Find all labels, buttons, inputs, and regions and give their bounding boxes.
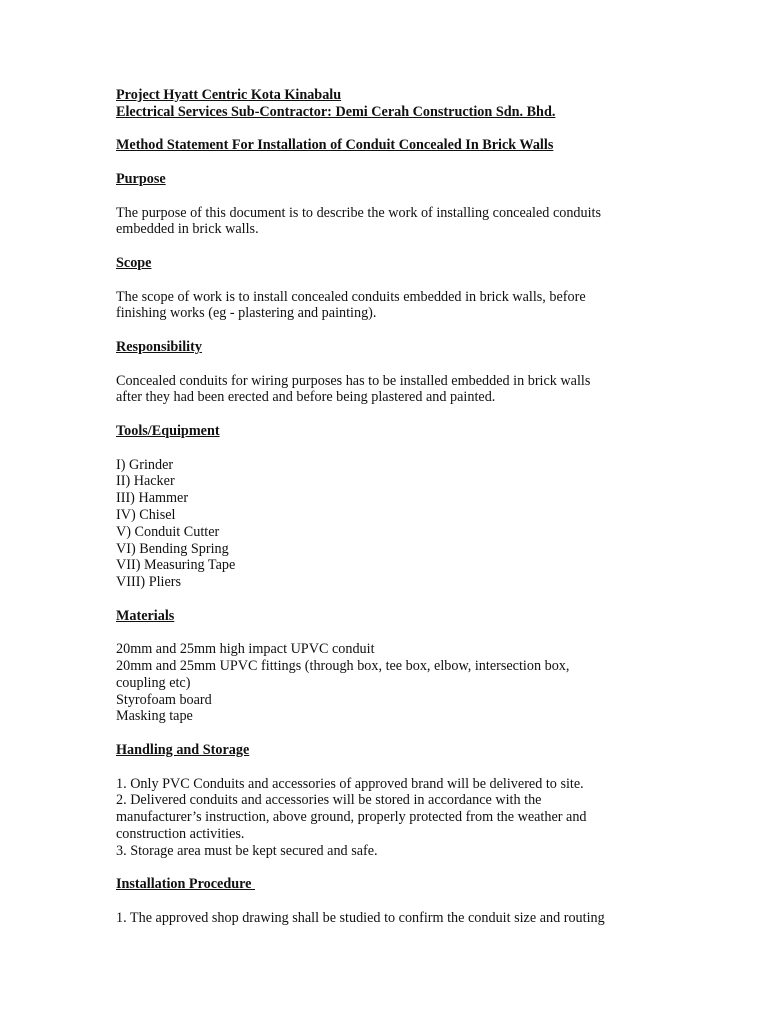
tool-item: V) Conduit Cutter xyxy=(116,523,220,540)
document-title: Method Statement For Installation of Conduit Concealed In Brick Walls xyxy=(116,137,554,154)
handling-line: manufacturer’s instruction, above ground, properly protected from the weather and xyxy=(116,809,587,826)
document-page xyxy=(116,87,676,927)
handling-line: 2. Delivered conduits and accessories will be stored in accordance with the xyxy=(116,792,542,809)
handling-line: 3. Storage area must be kept secured and safe. xyxy=(116,842,378,859)
materials-line: Masking tape xyxy=(116,708,193,725)
scope-heading: Scope xyxy=(116,254,152,271)
materials-line: 20mm and 25mm high impact UPVC conduit xyxy=(116,641,375,658)
subcontractor-line: Electrical Services Sub-Contractor: Demi Cerah Construction Sdn. Bhd. xyxy=(116,103,556,120)
handling-line: construction activities. xyxy=(116,826,245,843)
scope-text-line: finishing works (eg - plastering and painting). xyxy=(116,305,377,322)
purpose-heading: Purpose xyxy=(116,170,166,187)
tool-item: III) Hammer xyxy=(116,490,189,507)
purpose-text-line: embedded in brick walls. xyxy=(116,221,259,238)
tools-heading: Tools/Equipment xyxy=(116,422,220,439)
tool-item: II) Hacker xyxy=(116,473,175,490)
installation-heading: Installation Procedure xyxy=(116,876,255,893)
materials-heading: Materials xyxy=(116,607,175,624)
tool-item: IV) Chisel xyxy=(116,506,176,523)
tool-item: VIII) Pliers xyxy=(116,574,182,591)
purpose-text-line: The purpose of this document is to describe the work of installing concealed conduits xyxy=(116,204,602,221)
tool-item: VI) Bending Spring xyxy=(116,540,229,557)
tool-item: VII) Measuring Tape xyxy=(116,557,236,574)
materials-line: Styrofoam board xyxy=(116,691,212,708)
tool-item: I) Grinder xyxy=(116,456,174,473)
handling-heading: Handling and Storage xyxy=(116,742,250,759)
handling-line: 1. Only PVC Conduits and accessories of approved brand will be delivered to site. xyxy=(116,775,584,792)
materials-line: 20mm and 25mm UPVC fittings (through box, tee box, elbow, intersection box, xyxy=(116,658,570,675)
scope-text-line: The scope of work is to install concealed conduits embedded in brick walls, before xyxy=(116,288,586,305)
installation-line: 1. The approved shop drawing shall be studied to confirm the conduit size and routing xyxy=(116,910,605,927)
responsibility-text-line: after they had been erected and before being plastered and painted. xyxy=(116,389,496,406)
materials-line: coupling etc) xyxy=(116,674,191,691)
project-title: Project Hyatt Centric Kota Kinabalu xyxy=(116,87,342,103)
responsibility-text-line: Concealed conduits for wiring purposes has to be installed embedded in brick walls xyxy=(116,372,591,389)
responsibility-heading: Responsibility xyxy=(116,338,202,355)
